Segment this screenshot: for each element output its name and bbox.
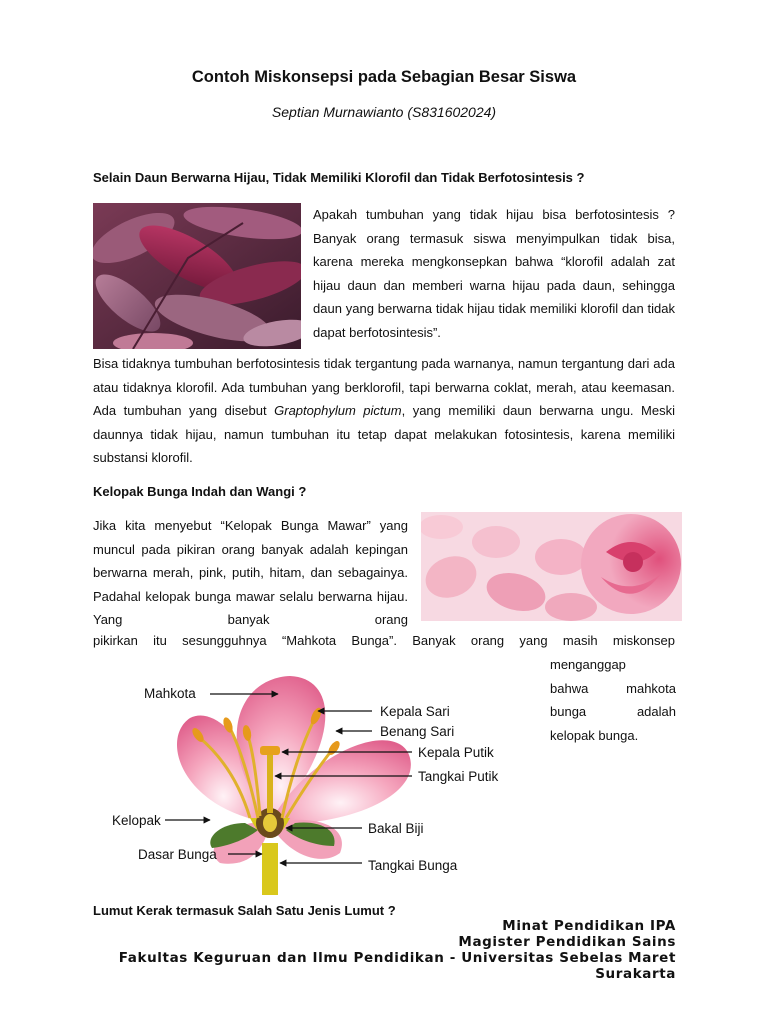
section1-intro: Apakah tumbuhan yang tidak hijau bisa berfotosintesis ? Banyak orang termasuk siswa menyimpulkan tidak bisa, karena mereka mengkonsepkan bahwa “klorofil adalah zat hijau daun dan memberi warna hijau pada daun, sehingga daun yang berwarna tidak hijau tidak memiliki klorofil dan tidak dapat berfotosintesis”. [313,207,675,340]
label-mahkota: Mahkota [144,686,196,701]
label-tangkai-bunga: Tangkai Bunga [368,858,458,873]
flower-anatomy-diagram [100,658,540,895]
section2-intro: Jika kita menyebut “Kelopak Bunga Mawar” yang muncul pada pikiran orang banyak adalah kepingan berwarna merah, pink, putih, hitam, dan sebagainya. Padahal kelopak bunga mawar selalu berwarna hijau. Yang banyak orang [93,518,408,627]
label-kepala-putik: Kepala Putik [418,745,494,760]
section3-heading: Lumut Kerak termasuk Salah Satu Jenis Lumut ? [93,903,396,918]
label-kelopak: Kelopak [112,813,161,828]
institution-footer: Minat Pendidikan IPA Magister Pendidikan Sains Fakultas Keguruan dan Ilmu Pendidikan - Universitas Sebelas Maret Surakarta [118,918,676,982]
purple-leaf-photo [93,203,301,349]
rose-petals-photo [421,512,682,621]
label-bakal-biji: Bakal Biji [368,821,424,836]
label-tangkai-putik: Tangkai Putik [418,769,499,784]
label-benang-sari: Benang Sari [380,724,455,739]
section1-heading: Selain Daun Berwarna Hijau, Tidak Memiliki Klorofil dan Tidak Berfotosintesis ? [93,170,585,185]
label-kepala-sari: Kepala Sari [380,704,450,719]
section1-body: Bisa tidaknya tumbuhan berfotosintesis tidak tergantung pada warnanya, namun tergantung dari ada atau tidaknya klorofil. Ada tumbuhan yang berklorofil, tapi berwarna coklat, merah, atau keemasan. Ada tumbuhan yang disebut Graptophylum pictum, yang memiliki daun berwarna ungu. Meski daunnya tidak hijau, namun tumbuhan itu tetap dapat melakukan fotosintesis, karena memiliki substansi klorofil. [93,356,675,465]
author-line: Septian Murnawianto (S831602024) [271,104,497,120]
section2-heading: Kelopak Bunga Indah dan Wangi ? [93,484,307,499]
section2-side-text: menganggap bahwa mahkota bunga adalah kelopak bunga. [550,657,676,743]
label-dasar-bunga: Dasar Bunga [138,847,217,862]
page-title: Contoh Miskonsepsi pada Sebagian Besar Siswa [191,68,577,86]
section2-continuation: pikirkan itu sesungguhnya “Mahkota Bunga”. Banyak orang yang masih miskonsep [93,633,675,648]
